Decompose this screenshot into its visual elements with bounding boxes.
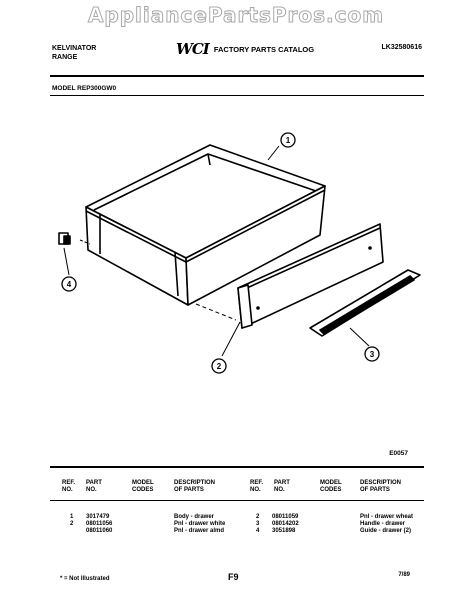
header-model-codes: MODEL CODES — [320, 480, 342, 493]
table-header-rule — [50, 500, 424, 501]
table-cell-part: 08011056 — [86, 521, 113, 527]
table-cell-desc: Pnl - drawer white — [174, 521, 226, 527]
table-top-rule — [50, 466, 424, 468]
svg-text:4: 4 — [66, 280, 72, 289]
header-ref-no: REF. NO. — [250, 480, 264, 493]
page-number: F9 — [228, 572, 239, 582]
svg-text:3: 3 — [369, 350, 375, 359]
table-cell-ref: 1 — [70, 514, 74, 520]
table-cell-desc: Pnl - drawer wheat — [360, 514, 414, 520]
table-cell-part: 08011060 — [86, 528, 113, 534]
table-cell-part: 08014202 — [272, 521, 299, 527]
header-part-no: PART NO. — [86, 480, 102, 493]
catalog-id: LK32580616 — [381, 44, 422, 51]
header-model-codes: MODEL CODES — [132, 480, 154, 493]
table-cell-desc: Body - drawer — [174, 514, 215, 520]
table-cell-desc: Guide - drawer (2) — [360, 528, 412, 534]
drawer-guide — [59, 233, 70, 244]
table-cell-part: 3017479 — [86, 514, 110, 520]
table-cell-ref: 2 — [256, 514, 260, 520]
catalog-title: FACTORY PARTS CATALOG — [213, 44, 315, 54]
table-cell-ref: 2 — [70, 521, 74, 527]
table-cell-ref: 3 — [256, 521, 260, 527]
header-part-no: PART NO. — [274, 480, 290, 493]
watermark: AppliancePartsPros.com — [87, 3, 385, 27]
table-cell-desc: Handle - drawer — [360, 521, 406, 527]
diagram-code: E0057 — [389, 450, 408, 457]
model-number: MODEL REP300GW0 — [52, 85, 117, 92]
wci-logo: WCI — [176, 40, 209, 58]
table-cell-part: 3051898 — [272, 528, 296, 534]
table-cell-desc: Pnl - drawer almd — [174, 528, 225, 534]
svg-text:2: 2 — [216, 362, 222, 371]
table-cell-part: 08011059 — [272, 514, 299, 520]
svg-text:1: 1 — [285, 136, 291, 145]
header-ref-no: REF. NO. — [62, 480, 76, 493]
callout-4 — [62, 277, 76, 291]
callout-3 — [365, 347, 379, 361]
brand-name: KELVINATOR — [52, 45, 97, 52]
header-description: DESCRIPTION OF PARTS — [174, 480, 216, 493]
table-cell-ref: 4 — [256, 528, 260, 534]
revision-date: 7/89 — [398, 572, 410, 578]
not-illustrated-note: * = Not Illustrated — [60, 576, 110, 582]
callout-1 — [281, 133, 295, 147]
callout-2 — [212, 359, 226, 373]
product-type: RANGE — [52, 54, 78, 61]
header-description: DESCRIPTION OF PARTS — [360, 480, 402, 493]
